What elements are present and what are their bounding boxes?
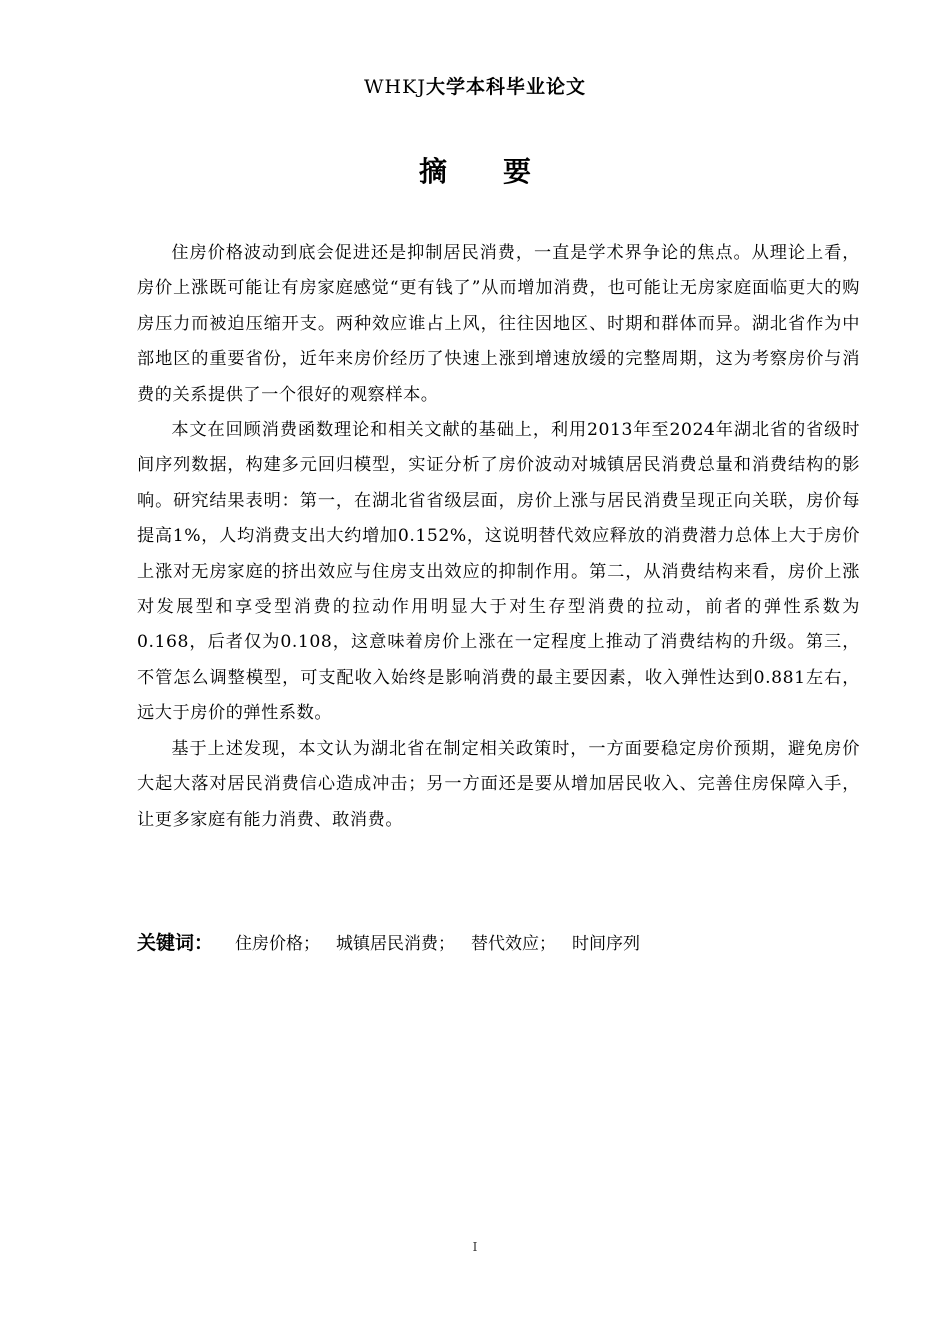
page-number: I (472, 1240, 478, 1254)
keyword-item: 城镇居民消费； (336, 934, 456, 954)
section-title: 摘要 (418, 155, 587, 188)
keywords-label: 关键词： (137, 932, 214, 954)
keywords-line (137, 928, 860, 959)
keyword-item: 替代效应； (471, 934, 557, 954)
header-university-text: 大学本科毕业论文 (425, 76, 586, 98)
abstract-paragraph: 住房价格波动到底会促进还是抑制居民消费，一直是学术界争论的焦点。从理论上看，房价上涨既可能让有房家庭感觉“更有钱了”从而增加消费，也可能让无房家庭面临更大的购房压力而被迫压缩开支。两种效应谁占上风，往往因地区、时期和群体而异。湖北省作为中部地区的重要省份，近年来房价经历了快速上涨到增速放缓的完整周期，这为考察房价与消费的关系提供了一个很好的观察样本。 (137, 243, 860, 405)
keyword-item: 住房价格； (235, 934, 321, 954)
abstract-paragraph: 基于上述发现，本文认为湖北省在制定相关政策时，一方面要稳定房价预期，避免房价大起大落对居民消费信心造成冲击；另一方面还是要从增加居民收入、完善住房保障入手，让更多家庭有能力消费、敢消费。 (137, 738, 860, 830)
keyword-item: 时间序列 (572, 934, 641, 954)
abstract-paragraph: 本文在回顾消费函数理论和相关文献的基础上，利用2013年至2024年湖北省的省级时间序列数据，构建多元回归模型，实证分析了房价波动对城镇居民消费总量和消费结构的影响。研究结果表明：第一，在湖北省省级层面，房价上涨与居民消费呈现正向关联，房价每提高1%，人均消费支出大约增加0.152%，这说明替代效应释放的消费潜力总体上大于房价上涨对无房家庭的挤出效应与住房支出效应的抑制作用。第二，从消费结构来看，房价上涨对发展型和享受型消费的拉动作用明显大于对生存型消费的拉动，前者的弹性系数为0.168，后者仅为0.108，这意味着房价上涨在一定程度上推动了消费结构的升级。第三，不管怎么调整模型，可支配收入始终是影响消费的最主要因素，收入弹性达到0.881左右，远大于房价的弹性系数。 (137, 420, 860, 724)
running-header (0, 72, 950, 99)
header-prefix: WHKJ (364, 76, 426, 98)
abstract-body (137, 236, 860, 838)
